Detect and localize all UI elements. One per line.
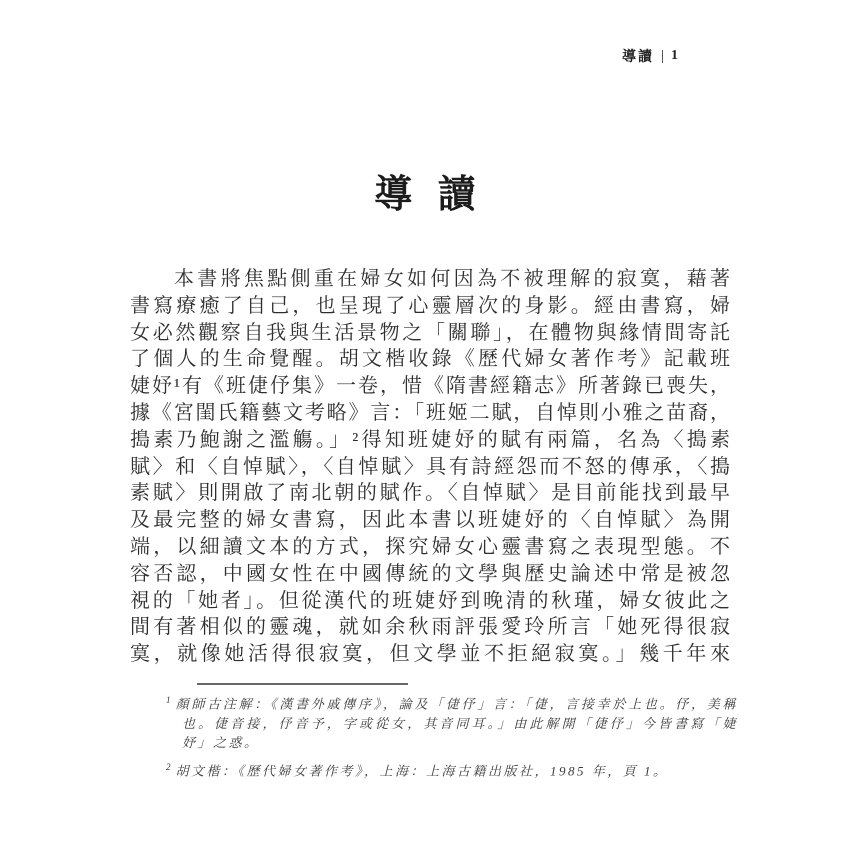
header-divider: [662, 50, 663, 63]
footnote: [166, 758, 738, 781]
body-line: 書寫療癒了自己，也呈現了心靈層次的身影。經由書寫，婦: [130, 294, 730, 317]
body-line: 婕妤¹有《班倢伃集》一卷，惜《隋書經籍志》所著錄已喪失，: [130, 375, 730, 398]
body-paragraph: [130, 266, 730, 668]
page-number: 1: [671, 48, 678, 63]
footnote-separator: [197, 683, 408, 685]
body-line: 視的「她者」。但從漢代的班婕妤到晚清的秋瑾，婦女彼此之: [130, 589, 730, 612]
running-header: [622, 46, 678, 66]
footnote-text: 胡文楷：《歷代婦女著作考》，上海：上海古籍出版社，1985 年，頁 1。: [175, 763, 669, 779]
footnote-text: 顏師古注解：《漢書外戚傳序》，論及「倢伃」言：「倢，言接幸於上也。伃，美稱也。倢音接，伃音予，字或從女，其音同耳。」由此解開「倢伃」今皆書寫「婕妤」之惑。: [175, 696, 738, 751]
body-line: 女必然觀察自我與生活景物之「關聯」，在體物與緣情間寄託: [130, 321, 730, 344]
body-line: 容否認，中國女性在中國傳統的文學與歷史論述中常是被忽: [130, 562, 730, 585]
footnotes: [166, 691, 738, 781]
body-line: 本書將焦點側重在婦女如何因為不被理解的寂寞，藉著: [174, 268, 730, 290]
body-line: 據《宮閨氏籍藝文考略》言：「班姬二賦，自悼則小雅之苗裔，: [130, 401, 730, 424]
body-line: 素賦〉則開啟了南北朝的賦作。〈自悼賦〉是目前能找到最早: [130, 482, 730, 505]
running-header-section-label: 導讀: [622, 50, 654, 65]
footnote-marker: 1: [166, 695, 171, 705]
footnote: [166, 691, 738, 753]
body-line: 賦〉和〈自悼賦〉，〈自悼賦〉具有詩經怨而不怒的傳承，〈搗: [130, 455, 730, 478]
chapter-title: 導 讀: [374, 174, 484, 216]
footnote-marker: 2: [166, 761, 171, 772]
body-line: 寞，就像她活得很寂寞，但文學並不拒絕寂寞。」幾千年來: [130, 643, 730, 666]
body-line: 及最完整的婦女書寫，因此本書以班婕妤的〈自悼賦〉為開: [130, 509, 730, 532]
body-line: 端，以細讀文本的方式，探究婦女心靈書寫之表現型態。不: [130, 535, 730, 558]
body-line: 了個人的生命覺醒。胡文楷收錄《歷代婦女著作考》記載班: [130, 348, 730, 371]
body-line: 間有著相似的靈魂，就如余秋雨評張愛玲所言「她死得很寂: [130, 616, 730, 639]
body-line: 搗素乃鮑謝之濫觴。」²得知班婕妤的賦有兩篇，名為〈搗素: [130, 428, 730, 451]
